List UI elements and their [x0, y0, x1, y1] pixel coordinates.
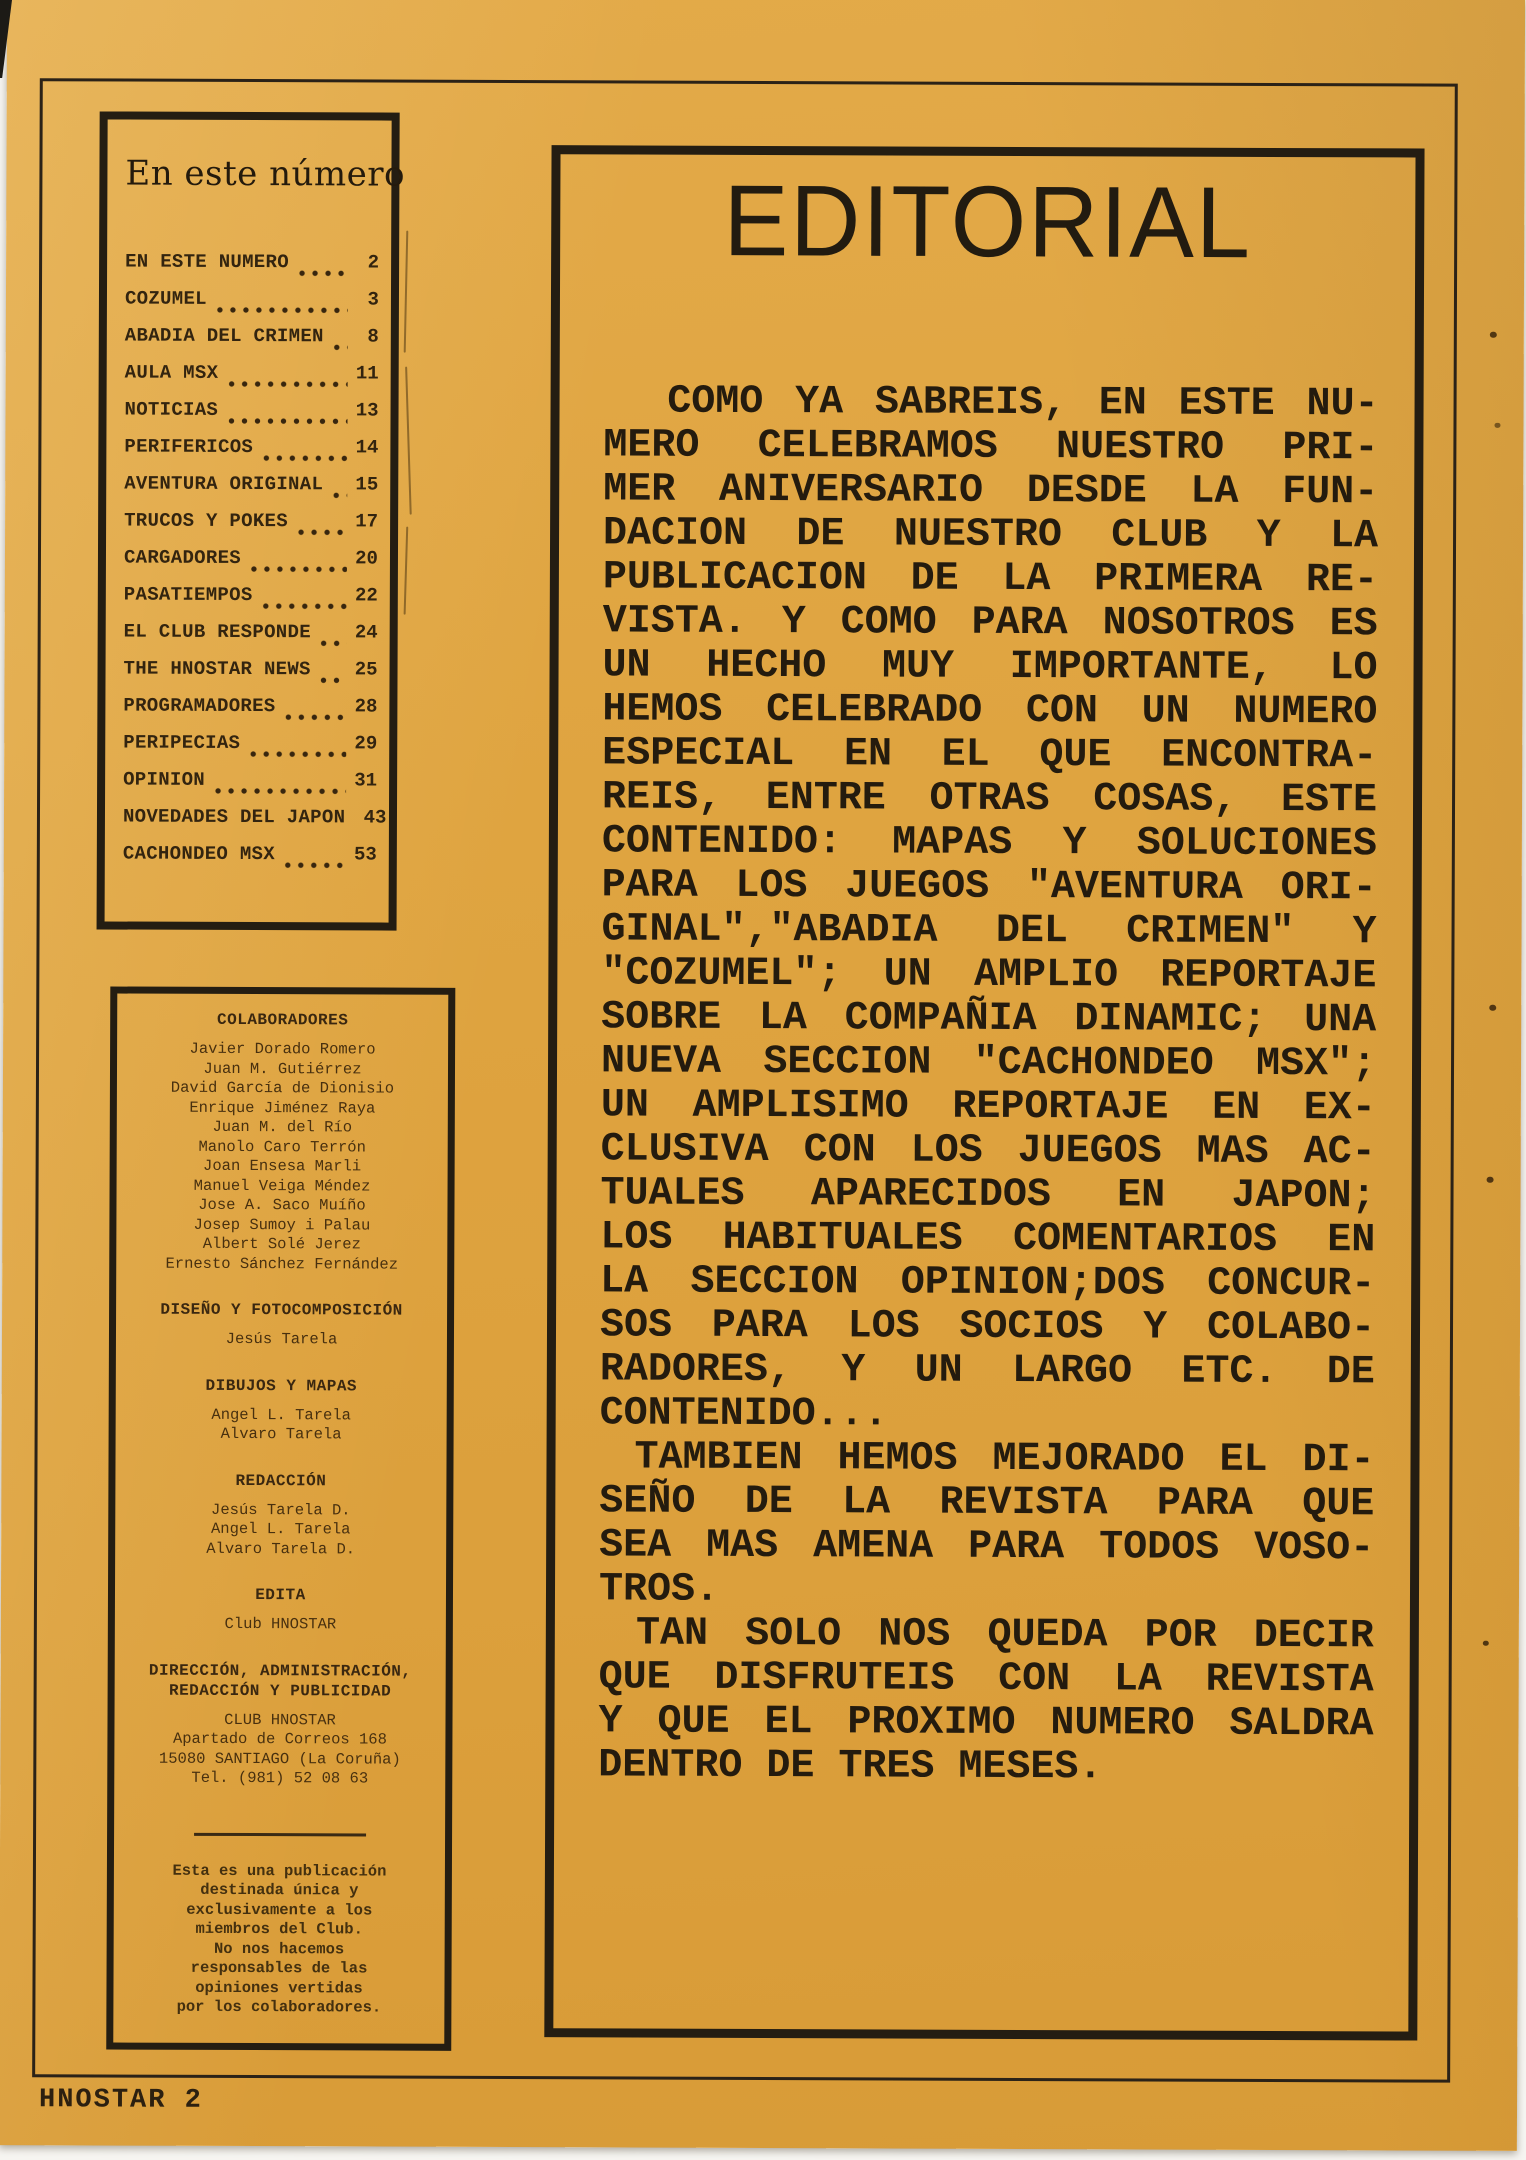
credits-heading: REDACCIÓN — [235, 1471, 327, 1490]
credits-divider — [194, 1832, 366, 1836]
toc-entry-page: 53 — [353, 843, 377, 866]
editorial-line: PUBLICACION DE LA PRIMERA RE- — [602, 555, 1378, 604]
toc-entry — [125, 318, 379, 356]
editorial-line: CLUSIVA CON LOS JUEGOS MAS AC- — [600, 1127, 1376, 1176]
toc-entry — [123, 725, 377, 763]
editorial-line: QUE DISFRUTEIS CON LA REVISTA — [598, 1655, 1374, 1704]
credits-line: Alvaro Tarela — [220, 1424, 342, 1444]
credits-line: CLUB HNOSTAR — [224, 1710, 336, 1729]
editorial-line: SEÑO DE LA REVISTA PARA QUE — [599, 1479, 1375, 1528]
toc-entry — [124, 429, 378, 467]
editorial-line: HEMOS CELEBRADO CON UN NUMERO — [602, 687, 1378, 736]
credits-line: Apartado de Correos 168 — [172, 1729, 387, 1749]
toc-dot-leader — [228, 418, 347, 424]
credits-line: Manuel Veiga Méndez — [193, 1176, 371, 1195]
editorial-line: TROS. — [598, 1567, 720, 1613]
toc-entry-label: PROGRAMADORES — [123, 694, 276, 718]
toc-entry-label: ABADIA DEL CRIMEN — [124, 324, 324, 348]
toc-list — [122, 244, 387, 874]
toc-entry-page: 28 — [354, 695, 378, 718]
credits-line: Tel. (981) 52 08 63 — [191, 1768, 369, 1788]
toc-dot-leader — [263, 603, 347, 609]
toc-dot-leader — [250, 751, 346, 757]
toc-entry-page: 31 — [354, 769, 378, 792]
toc-entry-label: PERIPECIAS — [123, 731, 241, 754]
toc-entry — [123, 651, 377, 689]
credits-sections — [122, 1010, 440, 1790]
toc-entry — [124, 503, 378, 541]
toc-entry — [123, 688, 377, 726]
toc-entry-page: 3 — [367, 288, 380, 311]
toc-box — [97, 111, 406, 930]
toc-entry-page: 13 — [355, 399, 379, 422]
toc-entry — [123, 762, 377, 800]
editorial-line: SOS PARA LOS SOCIOS Y COLABO- — [599, 1303, 1376, 1352]
toc-entry-page: 17 — [355, 510, 379, 533]
credits-line: Jesús Tarela — [225, 1329, 338, 1349]
paper-speck — [1494, 423, 1500, 428]
toc-entry-page: 8 — [367, 325, 379, 348]
editorial-line: ESPECIAL EN EL QUE ENCONTRA- — [602, 731, 1378, 780]
toc-entry-page: 22 — [354, 584, 378, 607]
editorial-line: DACION DE NUESTRO CLUB Y LA — [602, 511, 1379, 560]
toc-entry — [125, 244, 379, 282]
credits-note-line: por los colaboradores. — [176, 1997, 382, 2017]
toc-entry-page: 14 — [355, 436, 379, 459]
editorial-line: SEA MAS AMENA PARA TODOS VOSO- — [599, 1523, 1375, 1572]
paper-speck — [1487, 1177, 1494, 1183]
toc-dot-leader — [217, 307, 348, 314]
credits-line: Angel L. Tarela — [210, 1519, 351, 1539]
toc-entry — [125, 281, 379, 319]
toc-dot-leader — [321, 677, 347, 683]
credits-note-line: opiniones vertidas — [195, 1978, 363, 1997]
credits-note-line: No nos hacemos — [213, 1939, 345, 1958]
toc-entry-label: COZUMEL — [124, 287, 207, 310]
editorial-line: MERO CELEBRAMOS NUESTRO PRI- — [603, 423, 1379, 472]
toc-entry — [123, 836, 377, 874]
credits-line: Josep Sumoy i Palau — [193, 1215, 371, 1234]
editorial-body — [598, 380, 1378, 1791]
toc-dot-leader — [228, 381, 347, 387]
toc-entry-label: TRUCOS Y POKES — [124, 509, 288, 533]
toc-title: En este número — [125, 153, 406, 195]
credits-heading: DIBUJOS Y MAPAS — [205, 1376, 358, 1395]
toc-dot-leader — [285, 714, 346, 720]
editorial-line: REIS, ENTRE OTRAS COSAS, ESTE — [601, 775, 1378, 824]
toc-dot-leader — [298, 529, 347, 535]
toc-entry-label: CARGADORES — [123, 546, 242, 569]
toc-entry-label: PERIFERICOS — [124, 435, 254, 459]
toc-dot-leader — [263, 455, 347, 461]
editorial-line: CONTENIDO: MAPAS Y SOLUCIONES — [601, 819, 1377, 868]
editorial-line: MER ANIVERSARIO DESDE LA FUN- — [603, 467, 1379, 516]
toc-entry-page: 11 — [355, 362, 379, 385]
toc-entry-page: 24 — [354, 621, 378, 644]
toc-dot-leader — [299, 270, 348, 276]
credits-line: Manolo Caro Terrón — [198, 1137, 366, 1156]
credits-note-line: exclusivamente a los — [186, 1900, 373, 1920]
toc-entry-label: OPINION — [123, 768, 206, 791]
toc-entry-page: 25 — [354, 658, 378, 681]
editorial-line: GINAL","ABADIA DEL CRIMEN" Y — [601, 907, 1377, 956]
toc-dot-leader — [251, 566, 347, 572]
credits-line: Enrique Jiménez Raya — [189, 1098, 376, 1118]
credits-line: Alvaro Tarela D. — [206, 1539, 356, 1558]
editorial-line: "COZUMEL"; UN AMPLIO REPORTAJE — [601, 951, 1377, 1000]
toc-entry-label: AULA MSX — [124, 361, 219, 384]
toc-entry — [125, 355, 379, 393]
credits-line: Juan M. del Río — [212, 1117, 353, 1137]
credits-line: Joan Ensesa Marli — [203, 1156, 362, 1176]
toc-entry-label: NOTICIAS — [124, 398, 219, 421]
credits-line: David García de Dionisio — [170, 1078, 395, 1098]
credits-heading: COLABORADORES — [216, 1010, 349, 1030]
toc-dot-leader — [333, 492, 347, 498]
editorial-box — [544, 145, 1424, 2040]
editorial-line: PARA LOS JUEGOS "AVENTURA ORI- — [601, 863, 1377, 912]
toc-entry-page: 29 — [354, 732, 378, 755]
toc-entry-label: NOVEDADES DEL JAPON — [122, 805, 346, 829]
toc-entry — [122, 799, 387, 837]
credits-note-line: responsables de las — [190, 1958, 368, 1978]
editorial-line: NUEVA SECCION "CACHONDEO MSX"; — [600, 1039, 1377, 1088]
paper-speck — [1489, 1005, 1496, 1011]
credits-box — [106, 986, 455, 2050]
credits-line: Jesús Tarela D. — [211, 1500, 351, 1519]
editorial-line: DENTRO DE TRES MESES. — [598, 1743, 1103, 1791]
credits-line: Juan M. Gutiérrez — [203, 1059, 362, 1078]
credits-heading: DISEÑO Y FOTOCOMPOSICIÓN — [160, 1300, 403, 1320]
toc-entry-label: EN ESTE NUMERO — [125, 250, 289, 274]
credits-line: Club HNOSTAR — [224, 1614, 337, 1634]
toc-entry-page: 2 — [367, 251, 380, 274]
toc-entry — [124, 466, 378, 504]
editorial-line: CONTENIDO... — [599, 1391, 888, 1438]
toc-entry-label: CACHONDEO MSX — [122, 842, 276, 866]
toc-entry-label: EL CLUB RESPONDE — [123, 620, 311, 644]
editorial-line: UN HECHO MUY IMPORTANTE, LO — [602, 643, 1378, 692]
page-footer: HNOSTAR 2 — [38, 2085, 203, 2116]
editorial-line: VISTA. Y COMO PARA NOSOTROS ES — [602, 599, 1378, 648]
editorial-line: RADORES, Y UN LARGO ETC. DE — [599, 1347, 1375, 1396]
editorial-line: TAN SOLO NOS QUEDA POR DECIR — [598, 1611, 1374, 1660]
editorial-title: EDITORIAL — [723, 163, 1253, 280]
editorial-line: SOBRE LA COMPAÑIA DINAMIC; UNA — [601, 995, 1377, 1044]
credits-line: Javier Dorado Romero — [189, 1039, 376, 1059]
toc-entry-label: THE HNOSTAR NEWS — [123, 657, 311, 681]
toc-entry — [124, 614, 378, 652]
toc-dot-leader — [285, 862, 346, 868]
paper-speck — [1490, 332, 1497, 338]
editorial-line: Y QUE EL PROXIMO NUMERO SALDRA — [598, 1699, 1374, 1748]
editorial-line: COMO YA SABREIS, EN ESTE NU- — [603, 379, 1379, 428]
credits-heading: EDITA — [255, 1586, 306, 1605]
credits-note-line: miembros del Club. — [195, 1919, 363, 1939]
editorial-line: LOS HABITUALES COMENTARIOS EN — [600, 1215, 1376, 1264]
toc-entry-page: 20 — [355, 547, 379, 570]
toc-entry-page: 43 — [363, 806, 387, 829]
toc-entry-label: PASATIEMPOS — [123, 583, 253, 607]
toc-dot-leader — [215, 788, 346, 795]
credits-line: 15080 SANTIAGO (La Coruña) — [158, 1749, 401, 1769]
credits-line: Albert Solé Jerez — [202, 1234, 361, 1254]
editorial-line: LA SECCION OPINION;DOS CONCUR- — [600, 1259, 1376, 1308]
toc-entry — [124, 540, 378, 578]
credits-line: Jose A. Saco Muíño — [198, 1195, 366, 1215]
credits-line: Ernesto Sánchez Fernández — [165, 1254, 399, 1274]
toc-entry-label: AVENTURA ORIGINAL — [124, 472, 324, 496]
credits-note — [121, 1861, 437, 2018]
credits-heading: DIRECCIÓN, ADMINISTRACIÓN, REDACCIÓN Y PUBLICIDAD — [148, 1661, 412, 1701]
toc-dot-leader — [321, 640, 347, 646]
credits-note-line: Esta es una publicación — [172, 1861, 387, 1881]
credits-note-line: destinada única y — [200, 1880, 359, 1900]
editorial-line: TUALES APARECIDOS EN JAPON; — [600, 1171, 1376, 1220]
toc-entry — [124, 577, 378, 615]
toc-entry — [124, 392, 378, 430]
editorial-line: UN AMPLISIMO REPORTAJE EN EX- — [600, 1083, 1376, 1132]
paper-speck — [1483, 1641, 1489, 1646]
editorial-line: TAMBIEN HEMOS MEJORADO EL DI- — [599, 1435, 1375, 1484]
credits-line: Angel L. Tarela — [211, 1405, 351, 1424]
toc-entry-page: 15 — [355, 473, 379, 496]
toc-dot-leader — [334, 344, 348, 350]
